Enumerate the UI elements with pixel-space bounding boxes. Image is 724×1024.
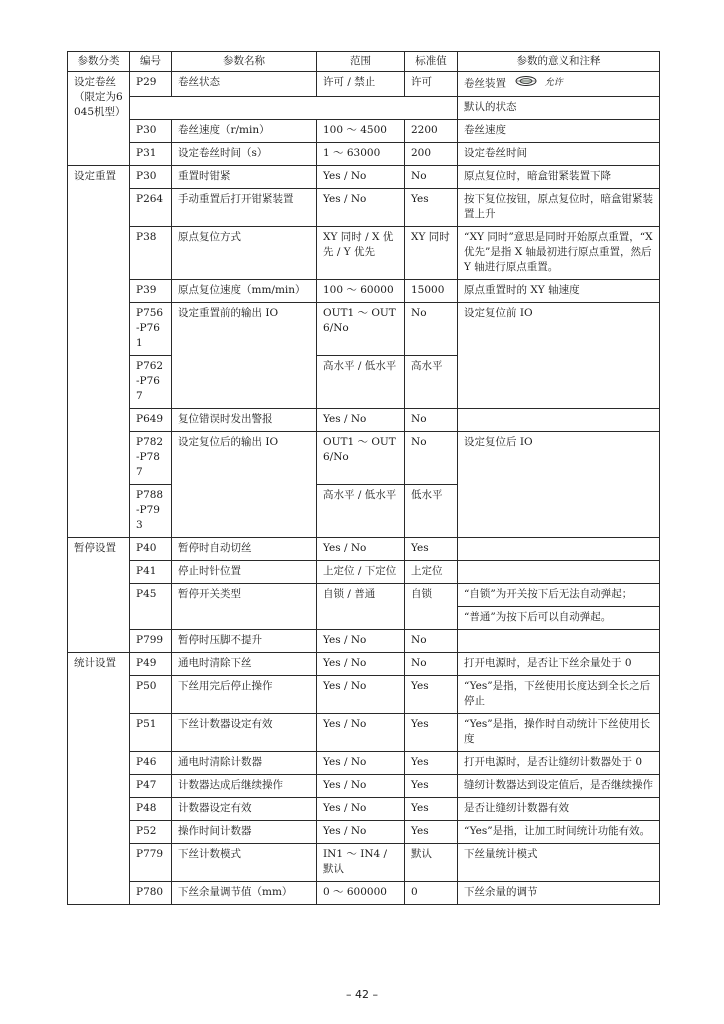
param-number: P264 — [130, 189, 172, 227]
category-cell: 统计设置 — [68, 653, 130, 905]
table-row — [68, 189, 660, 227]
param-standard: Yes — [405, 798, 458, 821]
param-number: P46 — [130, 752, 172, 775]
param-range: 自锁 / 普通 — [317, 584, 405, 630]
param-range: 100 ～ 60000 — [317, 280, 405, 303]
param-meaning: 原点重置时的 XY 轴速度 — [458, 280, 660, 303]
allow-label: 允许 — [544, 78, 563, 88]
param-range: Yes / No — [317, 538, 405, 561]
param-range: Yes / No — [317, 752, 405, 775]
param-meaning — [458, 561, 660, 584]
param-meaning: 默认的状态 — [458, 97, 660, 120]
table-row — [68, 280, 660, 303]
param-meaning: 打开电源时，是否让缝纫计数器处于 0 — [458, 752, 660, 775]
param-meaning: 是否让缝纫计数器有效 — [458, 798, 660, 821]
param-name: 重置时钳紧 — [172, 166, 317, 189]
param-number: P799 — [130, 630, 172, 653]
param-name: 卷丝状态 — [172, 72, 317, 97]
header-name: 参数名称 — [172, 52, 317, 72]
table-row — [68, 166, 660, 189]
table-row — [68, 653, 660, 676]
param-number: P51 — [130, 714, 172, 752]
header-range: 范围 — [317, 52, 405, 72]
header-standard: 标准值 — [405, 52, 458, 72]
param-meaning: 缝纫计数器达到设定值后，是否继续操作 — [458, 775, 660, 798]
param-standard: No — [405, 409, 458, 432]
param-standard: Yes — [405, 821, 458, 844]
table-row — [68, 630, 660, 653]
page-number: – 42 – — [346, 988, 378, 1001]
param-standard: 200 — [405, 143, 458, 166]
param-meaning: “自锁”为开关按下后无法自动弹起； — [458, 584, 660, 607]
param-meaning — [458, 72, 660, 97]
param-name: 暂停时压脚不提升 — [172, 630, 317, 653]
param-range: 100 ～ 4500 — [317, 120, 405, 143]
param-range: Yes / No — [317, 653, 405, 676]
param-standard: 自锁 — [405, 584, 458, 630]
param-meaning: 按下复位按钮，原点复位时，暗盒钳紧装置上升 — [458, 189, 660, 227]
header-category: 参数分类 — [68, 52, 130, 72]
param-standard: Yes — [405, 189, 458, 227]
param-standard: 15000 — [405, 280, 458, 303]
param-number: P779 — [130, 844, 172, 882]
param-name: 暂停开关类型 — [172, 584, 317, 630]
param-number: P40 — [130, 538, 172, 561]
param-standard: No — [405, 432, 458, 485]
table-row — [68, 72, 660, 97]
param-number: P788-P793 — [130, 485, 172, 538]
table-row — [68, 676, 660, 714]
param-range: Yes / No — [317, 630, 405, 653]
table-row — [68, 714, 660, 752]
param-name: 手动重置后打开钳紧装置 — [172, 189, 317, 227]
param-range: Yes / No — [317, 166, 405, 189]
table-row — [68, 303, 660, 356]
category-cell: 设定重置 — [68, 166, 130, 538]
table-row — [68, 775, 660, 798]
param-number: P30 — [130, 120, 172, 143]
param-number: P38 — [130, 227, 172, 280]
param-standard: 上定位 — [405, 561, 458, 584]
table-row — [68, 432, 660, 485]
param-range: 0 ～ 600000 — [317, 882, 405, 905]
param-meaning: 原点复位时，暗盒钳紧装置下降 — [458, 166, 660, 189]
param-number: P649 — [130, 409, 172, 432]
param-standard: Yes — [405, 775, 458, 798]
param-range: Yes / No — [317, 676, 405, 714]
param-range: Yes / No — [317, 798, 405, 821]
param-number: P39 — [130, 280, 172, 303]
param-name: 通电时清除下丝 — [172, 653, 317, 676]
param-number: P762-P767 — [130, 356, 172, 409]
param-name: 暂停时自动切丝 — [172, 538, 317, 561]
param-name: 操作时间计数器 — [172, 821, 317, 844]
table-row — [68, 561, 660, 584]
table-body — [68, 72, 660, 905]
param-standard: Yes — [405, 676, 458, 714]
param-name: 下丝余量调节值（mm） — [172, 882, 317, 905]
param-standard: 高水平 — [405, 356, 458, 409]
param-meaning: 设定卷丝时间 — [458, 143, 660, 166]
param-meaning: 设定复位前 IO — [458, 303, 660, 409]
param-name: 通电时清除计数器 — [172, 752, 317, 775]
param-name: 设定复位后的输出 IO — [172, 432, 317, 538]
param-range: 高水平 / 低水平 — [317, 356, 405, 409]
param-number: P782-P787 — [130, 432, 172, 485]
param-number: P52 — [130, 821, 172, 844]
param-range: XY 同时 / X 优先 / Y 优先 — [317, 227, 405, 280]
param-name: 停止时针位置 — [172, 561, 317, 584]
param-name: 下丝用完后停止操作 — [172, 676, 317, 714]
param-name: 原点复位方式 — [172, 227, 317, 280]
param-meaning: 设定复位后 IO — [458, 432, 660, 538]
thread-winding-icon — [515, 75, 537, 92]
category-cell: 设定卷丝 （限定为6045机型） — [68, 72, 130, 166]
param-standard: 2200 — [405, 120, 458, 143]
table-row — [68, 538, 660, 561]
table-row — [68, 752, 660, 775]
param-name: 设定卷丝时间（s） — [172, 143, 317, 166]
header-meaning: 参数的意义和注释 — [458, 52, 660, 72]
param-name: 卷丝速度（r/min） — [172, 120, 317, 143]
table-row — [68, 143, 660, 166]
param-meaning: “Yes”是指，让加工时间统计功能有效。 — [458, 821, 660, 844]
param-standard: No — [405, 630, 458, 653]
param-standard: No — [405, 303, 458, 356]
param-range: 高水平 / 低水平 — [317, 485, 405, 538]
table-row — [68, 844, 660, 882]
param-standard: Yes — [405, 714, 458, 752]
param-range: Yes / No — [317, 714, 405, 752]
param-standard: No — [405, 653, 458, 676]
param-range: Yes / No — [317, 821, 405, 844]
param-range: OUT1 ～ OUT6/No — [317, 432, 405, 485]
table-row — [68, 120, 660, 143]
param-name: 计数器设定有效 — [172, 798, 317, 821]
param-meaning — [458, 538, 660, 561]
param-range: IN1 ～ IN4 / 默认 — [317, 844, 405, 882]
param-number: P780 — [130, 882, 172, 905]
param-meaning: 下丝量统计模式 — [458, 844, 660, 882]
param-name: 下丝计数模式 — [172, 844, 317, 882]
table-row — [68, 882, 660, 905]
param-number: P29 — [130, 72, 172, 97]
param-standard: Yes — [405, 538, 458, 561]
param-number: P756-P761 — [130, 303, 172, 356]
parameter-table — [67, 51, 660, 905]
param-name: 原点复位速度（mm/min） — [172, 280, 317, 303]
param-name: 设定重置前的输出 IO — [172, 303, 317, 409]
header-number: 编号 — [130, 52, 172, 72]
param-number: P49 — [130, 653, 172, 676]
table-row — [68, 584, 660, 607]
param-number: P50 — [130, 676, 172, 714]
param-number: P45 — [130, 584, 172, 630]
table-row — [68, 227, 660, 280]
param-name: 计数器达成后继续操作 — [172, 775, 317, 798]
param-meaning: “XY 同时”意思是同时开始原点重置，“X 优先”是指 X 轴最初进行原点重置，然后 Y 轴进行原点重置。 — [458, 227, 660, 280]
param-meaning: 打开电源时，是否让下丝余量处于 0 — [458, 653, 660, 676]
table-row — [68, 821, 660, 844]
param-standard: 低水平 — [405, 485, 458, 538]
param-meaning: 卷丝速度 — [458, 120, 660, 143]
param-range: Yes / No — [317, 409, 405, 432]
category-cell: 暂停设置 — [68, 538, 130, 653]
param-number: P30 — [130, 166, 172, 189]
param-name: 下丝计数器设定有效 — [172, 714, 317, 752]
param-standard: XY 同时 — [405, 227, 458, 280]
param-range: 上定位 / 下定位 — [317, 561, 405, 584]
table-row — [68, 97, 660, 120]
param-name: 复位错误时发出警报 — [172, 409, 317, 432]
table-header-row — [68, 52, 660, 72]
table-row — [68, 409, 660, 432]
param-meaning — [458, 409, 660, 432]
param-meaning: 下丝余量的调节 — [458, 882, 660, 905]
param-standard: 许可 — [405, 72, 458, 97]
param-standard: 0 — [405, 882, 458, 905]
param-number: P41 — [130, 561, 172, 584]
param-meaning — [458, 630, 660, 653]
param-range: Yes / No — [317, 775, 405, 798]
param-range: 1 ～ 63000 — [317, 143, 405, 166]
param-number: P48 — [130, 798, 172, 821]
param-range: OUT1 ～ OUT6/No — [317, 303, 405, 356]
param-meaning: “Yes”是指，操作时自动统计下丝使用长度 — [458, 714, 660, 752]
param-range: Yes / No — [317, 189, 405, 227]
param-standard: 默认 — [405, 844, 458, 882]
param-meaning: “普通”为按下后可以自动弹起。 — [458, 607, 660, 630]
param-standard: No — [405, 166, 458, 189]
param-range: 许可 / 禁止 — [317, 72, 405, 97]
param-standard: Yes — [405, 752, 458, 775]
param-number: P47 — [130, 775, 172, 798]
param-number: P31 — [130, 143, 172, 166]
param-meaning-text: 卷丝装置 — [464, 77, 506, 90]
param-meaning: “Yes”是指，下丝使用长度达到全长之后停止 — [458, 676, 660, 714]
table-row — [68, 798, 660, 821]
